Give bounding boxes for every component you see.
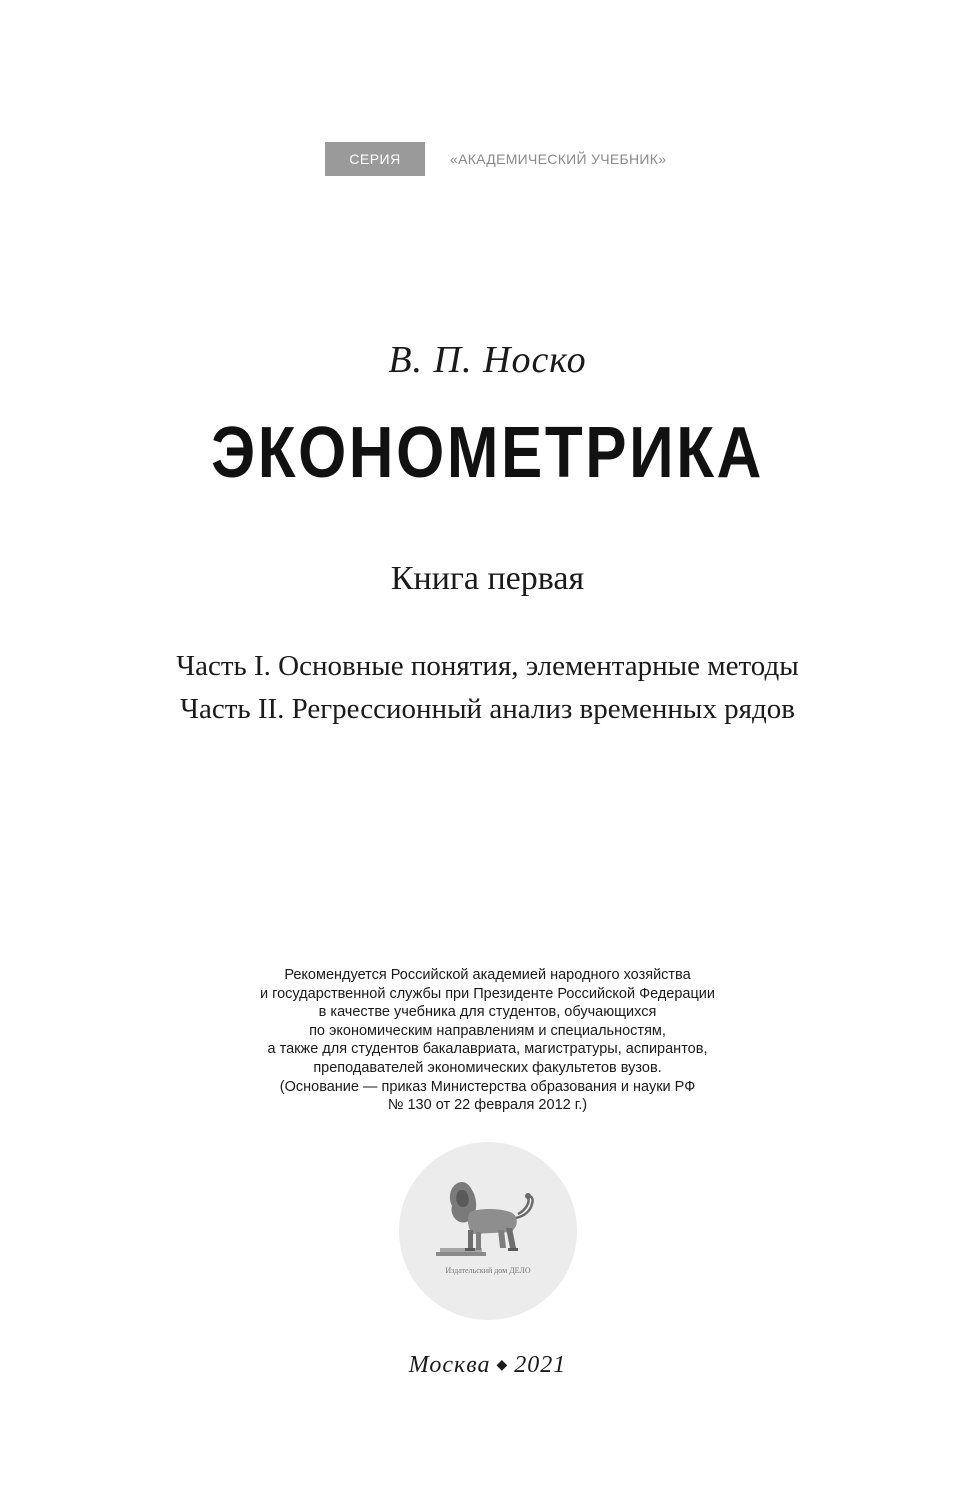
book-volume: Книга первая [390,560,585,597]
publisher-logo [399,1142,577,1320]
recommendation-line: а также для студентов бакалавриата, магистратуры, аспирантов, [267,1041,708,1058]
recommendation-line: (Основание — приказ Министерства образования и науки РФ [279,1078,696,1095]
series-header [325,142,666,176]
imprint-year: 2021 [514,1352,567,1378]
book-parts [0,645,975,731]
book-title: ЭКОНОМЕТРИКА [211,413,764,493]
recommendation-line: в качестве учебника для студентов, обучающихся [318,1004,657,1021]
recommendation-line: № 130 от 22 февраля 2012 г.) [387,1097,588,1114]
recommendation-text [0,966,975,1115]
part-line: Часть I. Основные понятия, элементарные методы [176,650,799,682]
part-line: Часть II. Регрессионный анализ временных рядов [180,693,795,725]
series-name: «АКАДЕМИЧЕСКИЙ УЧЕБНИК» [450,151,667,167]
recommendation-line: и государственной службы при Президенте Российской Федерации [259,985,715,1002]
recommendation-line: по экономическим направлениям и специальностям, [309,1022,666,1039]
imprint [0,1352,975,1379]
publisher-caption: Издательский дом ДЕЛО [445,1266,531,1275]
recommendation-line: преподавателей экономических факультетов вузов. [313,1059,662,1076]
recommendation-line: Рекомендуется Российской академией народного хозяйства [284,967,691,983]
series-badge: СЕРИЯ [325,142,425,176]
author-name: В. П. Носко [388,339,587,381]
lion-icon [432,1172,544,1268]
imprint-city: Москва [408,1352,491,1378]
imprint-separator: ◆ [496,1358,509,1373]
